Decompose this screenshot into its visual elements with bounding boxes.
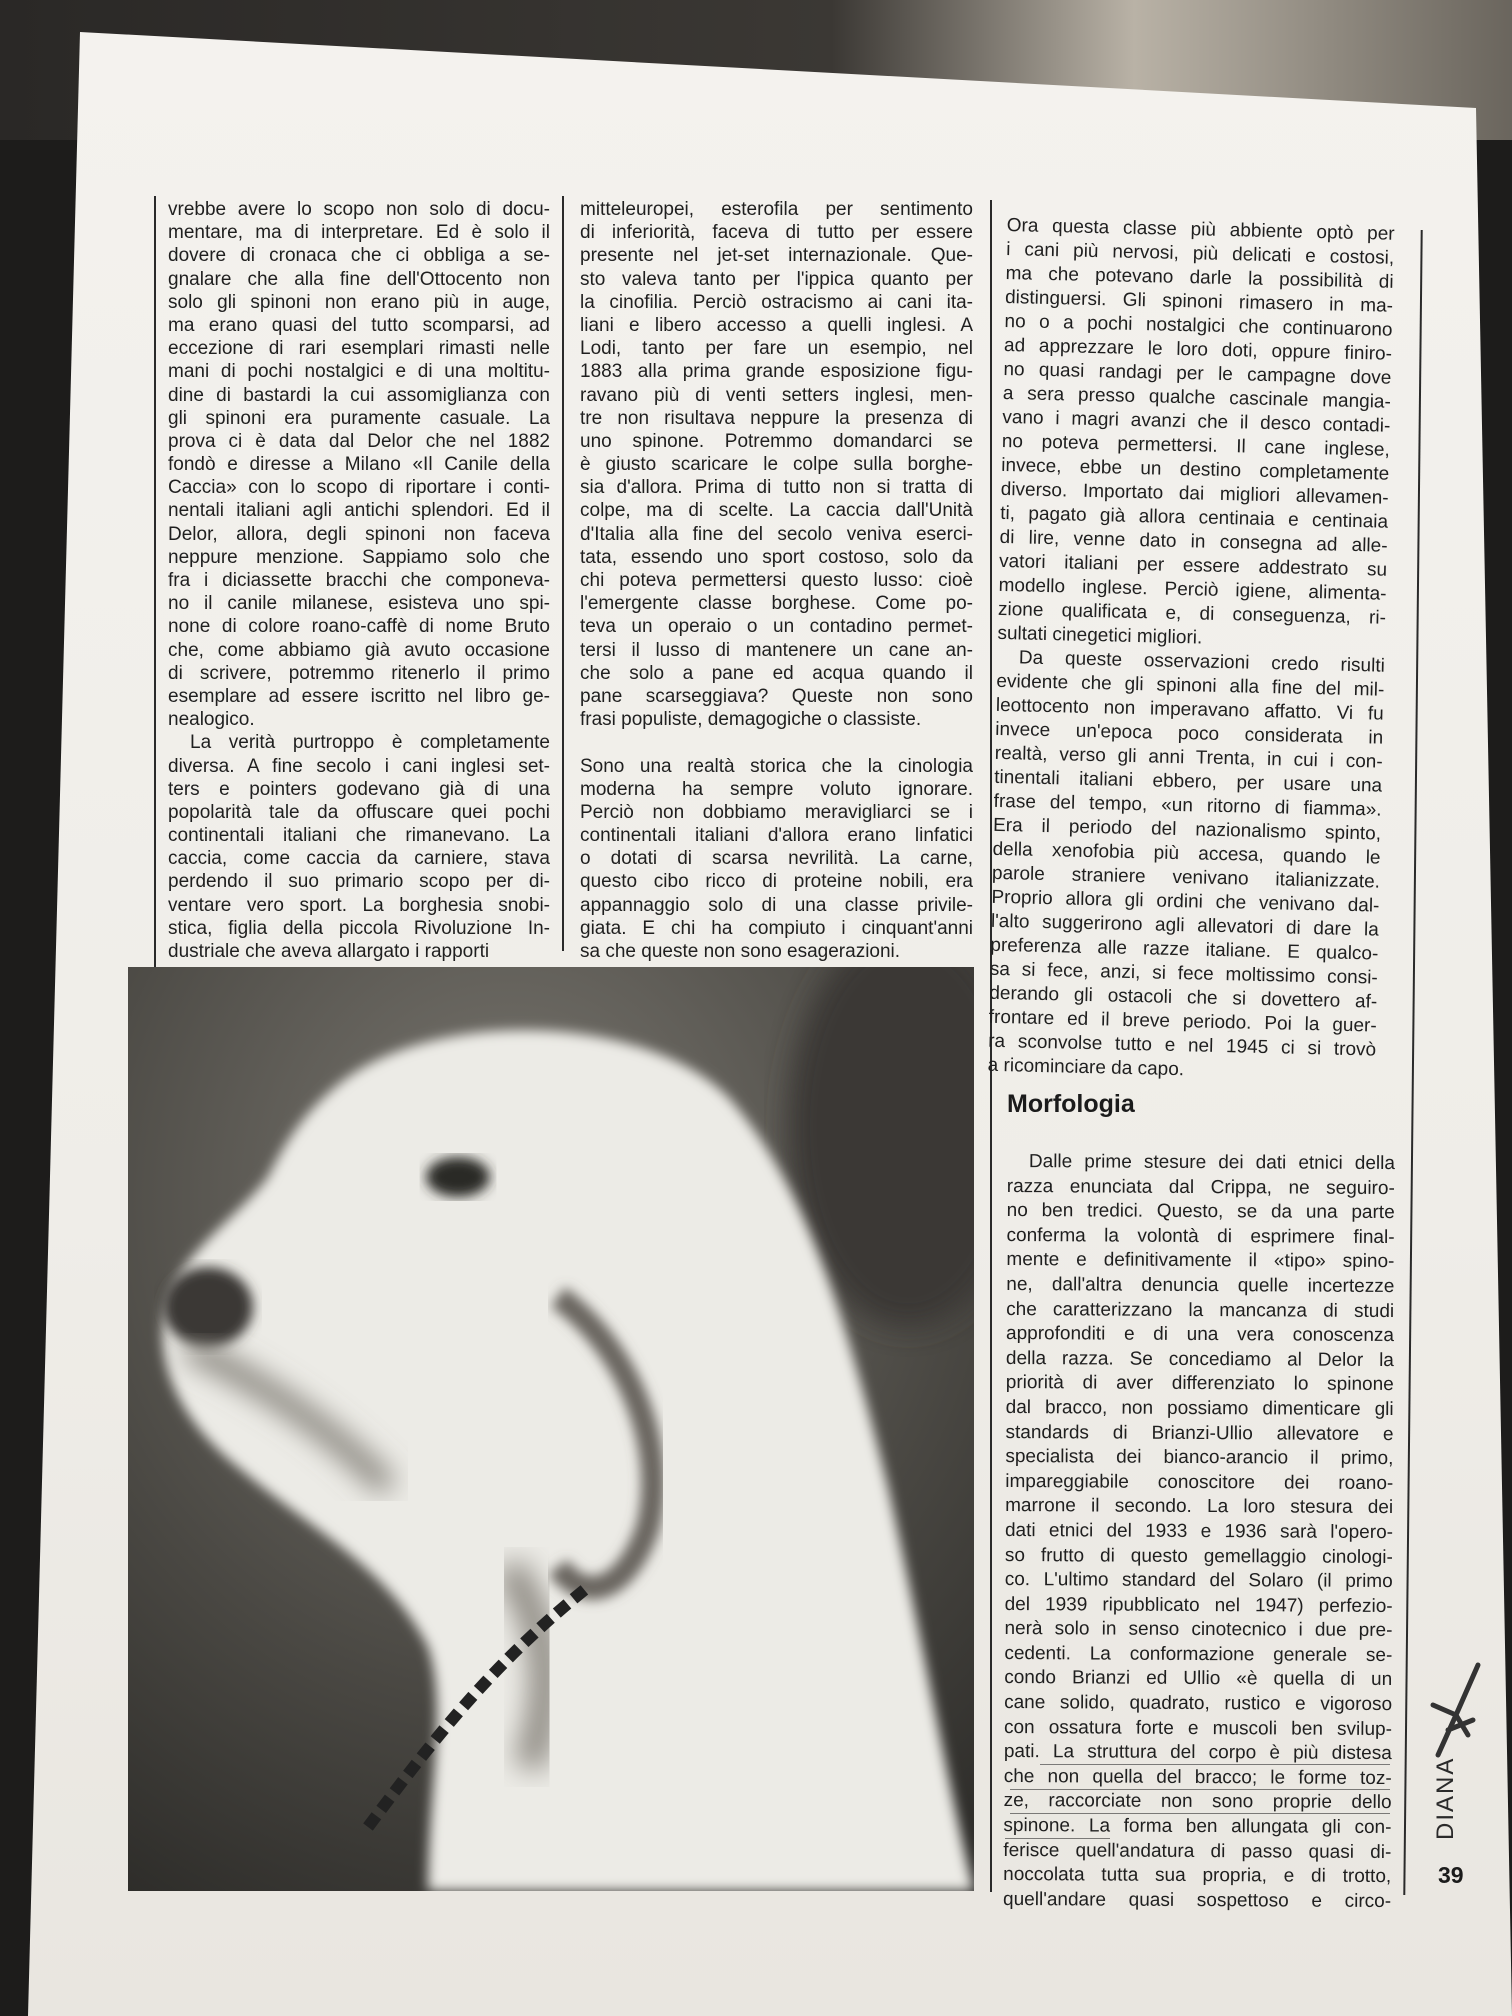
text-line: giata. E chi ha compiuto i cinquant'anni	[580, 917, 973, 939]
text-line: sia d'allora. Prima di tutto non si tratta di	[580, 477, 973, 499]
text-line: moderna ha sempre voluto ignorare.	[580, 778, 973, 800]
text-line: che caratterizzano la mancanza di studi	[1006, 1298, 1395, 1322]
text-line: liani e libero accesso a quelli inglesi. A	[580, 314, 973, 336]
text-line: marrone il secondo. La loro stesura dei	[1005, 1495, 1394, 1519]
text-line: noccolata tutta sua propria, e di trotto,	[1003, 1864, 1392, 1888]
text-line: Lodi, tanto per fare un esempio, nel	[580, 338, 973, 360]
text-line: eccezione di rari esemplari rimasti nelle	[168, 338, 550, 360]
text-line: dovere di cronaca che ci obbliga a se-	[168, 245, 550, 267]
text-line: no quasi randagi per le campagne dove	[1003, 358, 1392, 389]
text-line: l'emergente classe borghese. Come po-	[580, 593, 973, 615]
text-line: fondò e diresse a Milano «Il Canile della	[168, 454, 550, 476]
text-line: none di colore roano-caffè di nome Bruto	[168, 616, 550, 638]
text-line: Ora questa classe più abbiente optò per	[1006, 214, 1395, 245]
text-line: pane scarseggiava? Queste non sono	[580, 685, 973, 707]
text-line: realtà, verso gli anni Trenta, in cui i con-	[994, 742, 1383, 773]
text-line: fra i diciassette bracchi che componeva-	[168, 570, 550, 591]
text-line: del 1939 ripubblicato nel 1947) perfezio-	[1004, 1593, 1393, 1617]
text-line: zione qualificata e, di conseguenza, ri-	[997, 598, 1387, 629]
text-line: vatori italiani per essere addestrato su	[998, 550, 1388, 581]
text-line: no il canile milanese, esisteva uno spi-	[168, 593, 550, 615]
text-column-1	[168, 198, 550, 963]
text-line: neppure menzione. Sappiamo solo che	[168, 546, 550, 568]
text-line: di lire, venne dato in consegna ad alle-	[999, 526, 1388, 557]
text-line: teva un operaio o un contadino permet-	[580, 616, 973, 638]
text-line: Proprio allora gli ordini che venivano dal-	[991, 886, 1380, 917]
text-line: sa che queste non sono esagerazioni.	[580, 941, 901, 962]
text-line: tinentali italiani ebbero, per usare una	[993, 766, 1383, 797]
text-line: chi poteva permettersi questo lusso: cioè	[580, 570, 973, 591]
text-line: sto valeva tanto per l'ippica quanto per	[580, 268, 973, 290]
text-line: frasi populiste, demagogiche o classiste.	[580, 709, 922, 731]
text-line: nerà solo in senso cinotecnico i due pre-	[1004, 1618, 1393, 1642]
page-number: 39	[1438, 1862, 1464, 1888]
text-line: 1883 alla prima grande esposizione figu-	[580, 361, 973, 383]
text-line: leottocento non imperavano affatto. Vi fu	[995, 694, 1384, 725]
text-line: sa si fece, anzi, si fece moltissimo consi-	[989, 958, 1378, 989]
text-line: di inferiorità, faceva di tutto per essere	[580, 222, 973, 244]
text-line: caccia, come caccia da carniere, stava	[168, 848, 550, 870]
text-line: La verità purtroppo è completamente	[190, 732, 550, 754]
text-line: popolarità tale da offuscare quei pochi	[168, 801, 550, 823]
text-line: preferenza alle razze italiane. E qualco-	[990, 934, 1379, 965]
text-line: Sono una realtà storica che la cinologia	[580, 755, 973, 777]
text-line: dal bracco, non possiamo dimenticare gli	[1005, 1396, 1394, 1420]
text-line: ti, pagato già allora centinaia e centinaia	[999, 502, 1389, 533]
text-line: specialista dei bianco-arancio il primo,	[1005, 1446, 1394, 1470]
text-line: la cinofilia. Perciò ostracismo ai cani ita-	[580, 291, 973, 313]
text-line: ra sconvolse tutto e nel 1945 ci si trovò	[987, 1030, 1377, 1061]
text-line: Perciò non dobbiamo meravigliarci se i	[580, 801, 973, 823]
text-line: Da queste osservazioni credo risulti	[1018, 647, 1386, 677]
text-line: invece, ebbe un destino completamente	[1001, 454, 1390, 485]
text-line: evidente che gli spinoni alla fine del mil-	[996, 670, 1385, 701]
text-line: ravano più di venti setters inglesi, men-	[580, 384, 973, 406]
text-line: ne, dall'altra denuncia quelle incertezze	[1006, 1273, 1395, 1297]
text-line: è giusto scaricare le colpe sulla borghe-	[580, 454, 973, 476]
text-line: nealogico.	[168, 709, 255, 731]
text-line: ze, raccorciate non sono proprie dello	[1003, 1790, 1392, 1814]
text-line: vrebbe avere lo scopo non solo di docu-	[168, 199, 550, 220]
text-line: ad apprezzare le loro doti, oppure finiro-	[1003, 334, 1393, 365]
text-line: impareggiabile conoscitore dei roano-	[1005, 1470, 1394, 1494]
text-line: ma erano quasi del tutto scomparsi, ad	[168, 314, 550, 336]
text-line: uno spinone. Potremmo domandarci se	[580, 430, 973, 452]
text-line: che, come abbiamo già avuto occasione	[168, 639, 550, 661]
text-line: i cani più nervosi, più delicati e costosi,	[1005, 238, 1395, 269]
text-line: standards di Brianzi-Ullio allevatore e	[1005, 1421, 1394, 1445]
text-line: di scrivere, potremmo ritenerlo il primo	[168, 662, 550, 684]
text-line: solo gli spinoni non erano più in auge,	[168, 291, 550, 313]
text-column-3-top	[987, 214, 1395, 1087]
text-line: Dalle prime stesure dei dati etnici della	[1028, 1151, 1395, 1175]
text-line: cane solido, quadrato, rustico e vigoroso	[1004, 1692, 1393, 1716]
text-line: d'Italia alla fine del secolo veniva eserci-	[580, 523, 973, 545]
text-line: Delor, allora, degli spinoni non faceva	[168, 523, 550, 545]
text-line: ters e pointers godevano già di una	[168, 778, 550, 800]
text-line: sultati cinegetici migliori.	[997, 622, 1203, 649]
text-line: tersi il lusso di mantenere un cane an-	[580, 639, 973, 661]
text-line: pati. La struttura del corpo è più distesa	[1003, 1741, 1392, 1765]
text-line: priorità di aver differenziato lo spinone	[1005, 1372, 1394, 1396]
text-line: prova ci è data dal Delor che nel 1882	[168, 430, 550, 452]
text-line: dati etnici del 1933 e 1936 sarà l'opero-	[1004, 1519, 1394, 1543]
text-line: questo cibo ricco di proteine nobili, era	[580, 871, 973, 893]
paragraph-gap	[580, 731, 973, 754]
text-line: distinguersi. Gli spinoni rimasero in ma-	[1004, 286, 1394, 317]
text-line: Era il periodo del nazionalismo spinto,	[992, 814, 1382, 845]
text-line: modello inglese. Perciò igiene, alimenta-	[998, 574, 1387, 605]
text-line: co. L'ultimo standard del Solaro (il primo	[1004, 1569, 1393, 1593]
text-line: tre non risultava neppure la presenza di	[580, 407, 973, 429]
text-line: no ben tredici. Questo, se da una parte	[1006, 1200, 1395, 1224]
text-line: continentali italiani che rimanevano. La	[168, 825, 550, 847]
text-column-3-bottom	[1003, 1150, 1395, 1914]
text-line: l'alto suggerirono agli allevatori di dare la	[990, 910, 1380, 941]
text-line: conferma la volontà di esprimere final-	[1006, 1224, 1395, 1248]
text-line: nentali italiani agli antichi splendori. Ed il	[168, 500, 550, 522]
text-line: derando gli ostacoli che si dovettero af-	[989, 982, 1378, 1013]
text-line: diversa. A fine secolo i cani inglesi set-	[168, 755, 550, 777]
text-line: della razza. Se concediamo al Delor la	[1005, 1347, 1394, 1371]
text-line: Caccia» con lo scopo di riportare i conti-	[168, 477, 550, 499]
section-heading: Morfologia	[1007, 1090, 1135, 1118]
text-line: tata, essendo uno sport costoso, solo da	[580, 546, 973, 568]
text-line: esemplare ad essere iscritto nel libro ge-	[168, 685, 550, 707]
text-line: ventare vero sport. La borghesia snobi-	[168, 894, 550, 916]
text-line: gli spinoni era puramente casuale. La	[168, 407, 550, 429]
text-line: dine di bastardi la cui assomiglianza con	[168, 384, 550, 406]
text-line: quell'andare quasi sospettoso e circo-	[1003, 1888, 1392, 1912]
text-line: della xenofobia più accesa, quando le	[992, 838, 1381, 869]
text-line: che solo a pane ed acqua quando il	[580, 662, 973, 684]
text-line: frase del tempo, «un ritorno di fiamma».	[993, 790, 1382, 821]
text-line: vano i magri avanzi che il desco contadi-	[1002, 406, 1391, 437]
text-line: ferisce quell'andatura di passo quasi di-	[1003, 1839, 1392, 1863]
text-line: con ossatura forte e muscoli ben svilup-	[1003, 1716, 1393, 1740]
text-line: frontare ed il breve periodo. Poi la guer-	[988, 1006, 1377, 1037]
text-line: perdendo il suo primario scopo per di-	[168, 871, 550, 893]
text-line: a ricominciare da capo.	[987, 1054, 1185, 1081]
text-line: appannaggio solo di una classe privile-	[580, 894, 973, 916]
text-line: invece un'epoca poco considerata in	[995, 718, 1384, 749]
text-line: presente nel jet-set internazionale. Que-	[580, 245, 973, 267]
text-line: gnalare che alla fine dell'Ottocento non	[168, 268, 550, 290]
text-line: mani di pochi nostalgici e di una moltitu-	[168, 361, 550, 383]
text-line: mente e definitivamente il «tipo» spino-	[1006, 1249, 1395, 1273]
text-line: cedenti. La conformazione generale se-	[1004, 1642, 1393, 1666]
text-line: no poteva permettersi. Il cane inglese,	[1001, 430, 1390, 461]
text-column-2	[580, 198, 973, 963]
magazine-name: DIANA	[1432, 1756, 1459, 1840]
text-line: stica, figlia della piccola Rivoluzione In-	[168, 917, 550, 939]
magazine-bird-logo-icon	[1428, 1660, 1488, 1770]
text-line: approfonditi e di una vera conoscenza	[1005, 1323, 1395, 1347]
text-line: so frutto di questo gemellaggio cinologi-	[1004, 1544, 1393, 1568]
column-rule	[562, 196, 564, 951]
text-line: razza enunciata dal Crippa, ne seguiro-	[1006, 1175, 1395, 1199]
text-line: condo Brianzi ed Ullio «è quella di un	[1004, 1667, 1393, 1691]
text-line: spinone. La forma ben allungata gli con-	[1003, 1815, 1392, 1839]
text-line: o dotati di scarsa nevrilità. La carne,	[580, 848, 973, 870]
text-line: diverso. Importato dai migliori allevamen-	[1000, 478, 1389, 509]
text-line: no o a pochi nostalgici che continuarono	[1004, 310, 1393, 341]
text-line: che non quella del bracco; le forme toz-	[1003, 1765, 1392, 1789]
text-line: colpe, ma di scelte. La caccia dall'Unità	[580, 500, 973, 522]
spinone-dog-photo	[128, 967, 974, 1891]
text-line: dustriale che aveva allargato i rapporti	[168, 941, 490, 962]
text-line: a sera presso qualche cascinale mangia-	[1002, 382, 1392, 413]
text-line: continentali italiani d'allora erano linfatici	[580, 825, 973, 847]
text-line: mitteleuropei, esterofila per sentimento	[580, 199, 973, 220]
text-line: ma che potevano darle la possibilità di	[1005, 262, 1394, 293]
text-line: parole straniere venivano italianizzate.	[991, 862, 1381, 893]
text-line: mentare, ma di interpretare. Ed è solo il	[168, 222, 550, 244]
